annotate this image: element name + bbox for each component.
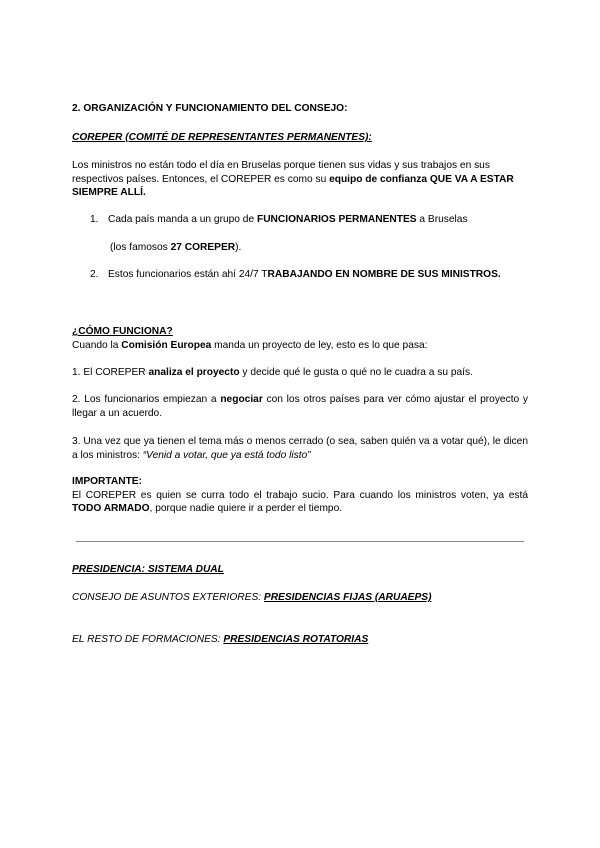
intro-paragraph: Los ministros no están todo el día en Bruselas porque tienen sus vidas y sus trabajos en sus respectivos países. Entonces, el COREPER es como su equipo de confianza QUE VA A ESTAR SIEMPRE ALLÍ. [72,160,514,198]
document-page: 2. ORGANIZACIÓN Y FUNCIONAMIENTO DEL CONSEJO: COREPER (COMITÉ DE REPRESENTANTES PERMANENTES): Los ministros no están todo el día en Bruselas porque tienen sus vidas y sus trabajos en sus respectivos países. Entonces, el COREPER es como su equipo de confianza QUE VA A ESTAR SIEMPRE ALLÍ. 1. Cada país manda a un grupo de FUNCIONARIOS PERMANENTES a Bruselas (los famosos 27 COREPER). 2. Estos funcionarios están ahí 24/7 TRABAJANDO EN NOMBRE DE SUS MINISTROS. ¿CÓMO FUNCIONA? Cuando la Comisión Europea manda un proyecto de ley, esto es lo que pasa: 1. El COREPER analiza el proyecto y decide qué le gusta o qué no le cuadra a su país. 2. Los funcionarios empiezan a negociar con los otros países para ver cómo ajustar el proyecto y llegar a un acuerdo. 3. Una vez que ya tienen el tema más o menos cerrado (o sea, saben quién va a votar qué), le dicen a los ministros: “Venid a votar, que ya está todo listo” IMPORTANTE: El COREPER es quien se curra todo el trabajo sucio. Para cuando los ministros voten, ya está TODO ARMADO, porque nadie quiere ir a perder el tiempo. PRESIDENCIA: SISTEMA DUAL CONSEJO DE ASUNTOS EXTERIORES: PRESIDENCIAS FIJAS (ARUAEPS) EL RESTO DE FORMACIONES: PRESIDENCIAS ROTATORIAS [72,103,529,645]
presidencia-title: PRESIDENCIA: SISTEMA DUAL [72,564,224,575]
resto-line: EL RESTO DE FORMACIONES: PRESIDENCIAS ROTATORIAS [72,634,369,645]
step-2: 2. Los funcionarios empiezan a negociar con los otros países para ver cómo ajustar el proyecto y llegar a un acuerdo. [72,394,529,419]
horizontal-divider [76,541,524,542]
step-3: 3. Una vez que ya tienen el tema más o menos cerrado (o sea, saben quién va a votar qué), le dicen a los ministros: “Venid a votar, que ya está todo listo” [72,436,528,461]
list-item-continuation: (los famosos 27 COREPER). [110,242,242,253]
coreper-title: COREPER (COMITÉ DE REPRESENTANTES PERMANENTES): [72,132,372,143]
importante-section: IMPORTANTE: El COREPER es quien se curra todo el trabajo sucio. Para cuando los ministros voten, ya está TODO ARMADO, porque nadie quiere ir a perder el tiempo. [72,476,528,514]
consejo-line: CONSEJO DE ASUNTOS EXTERIORES: PRESIDENCIAS FIJAS (ARUAEPS) [72,592,432,603]
como-funciona-section: ¿CÓMO FUNCIONA? Cuando la Comisión Europea manda un proyecto de ley, esto es lo que pasa: [72,326,428,351]
section-heading: 2. ORGANIZACIÓN Y FUNCIONAMIENTO DEL CONSEJO: [72,103,348,114]
step-1: 1. El COREPER analiza el proyecto y decide qué le gusta o qué no le cuadra a su país. [72,367,473,378]
